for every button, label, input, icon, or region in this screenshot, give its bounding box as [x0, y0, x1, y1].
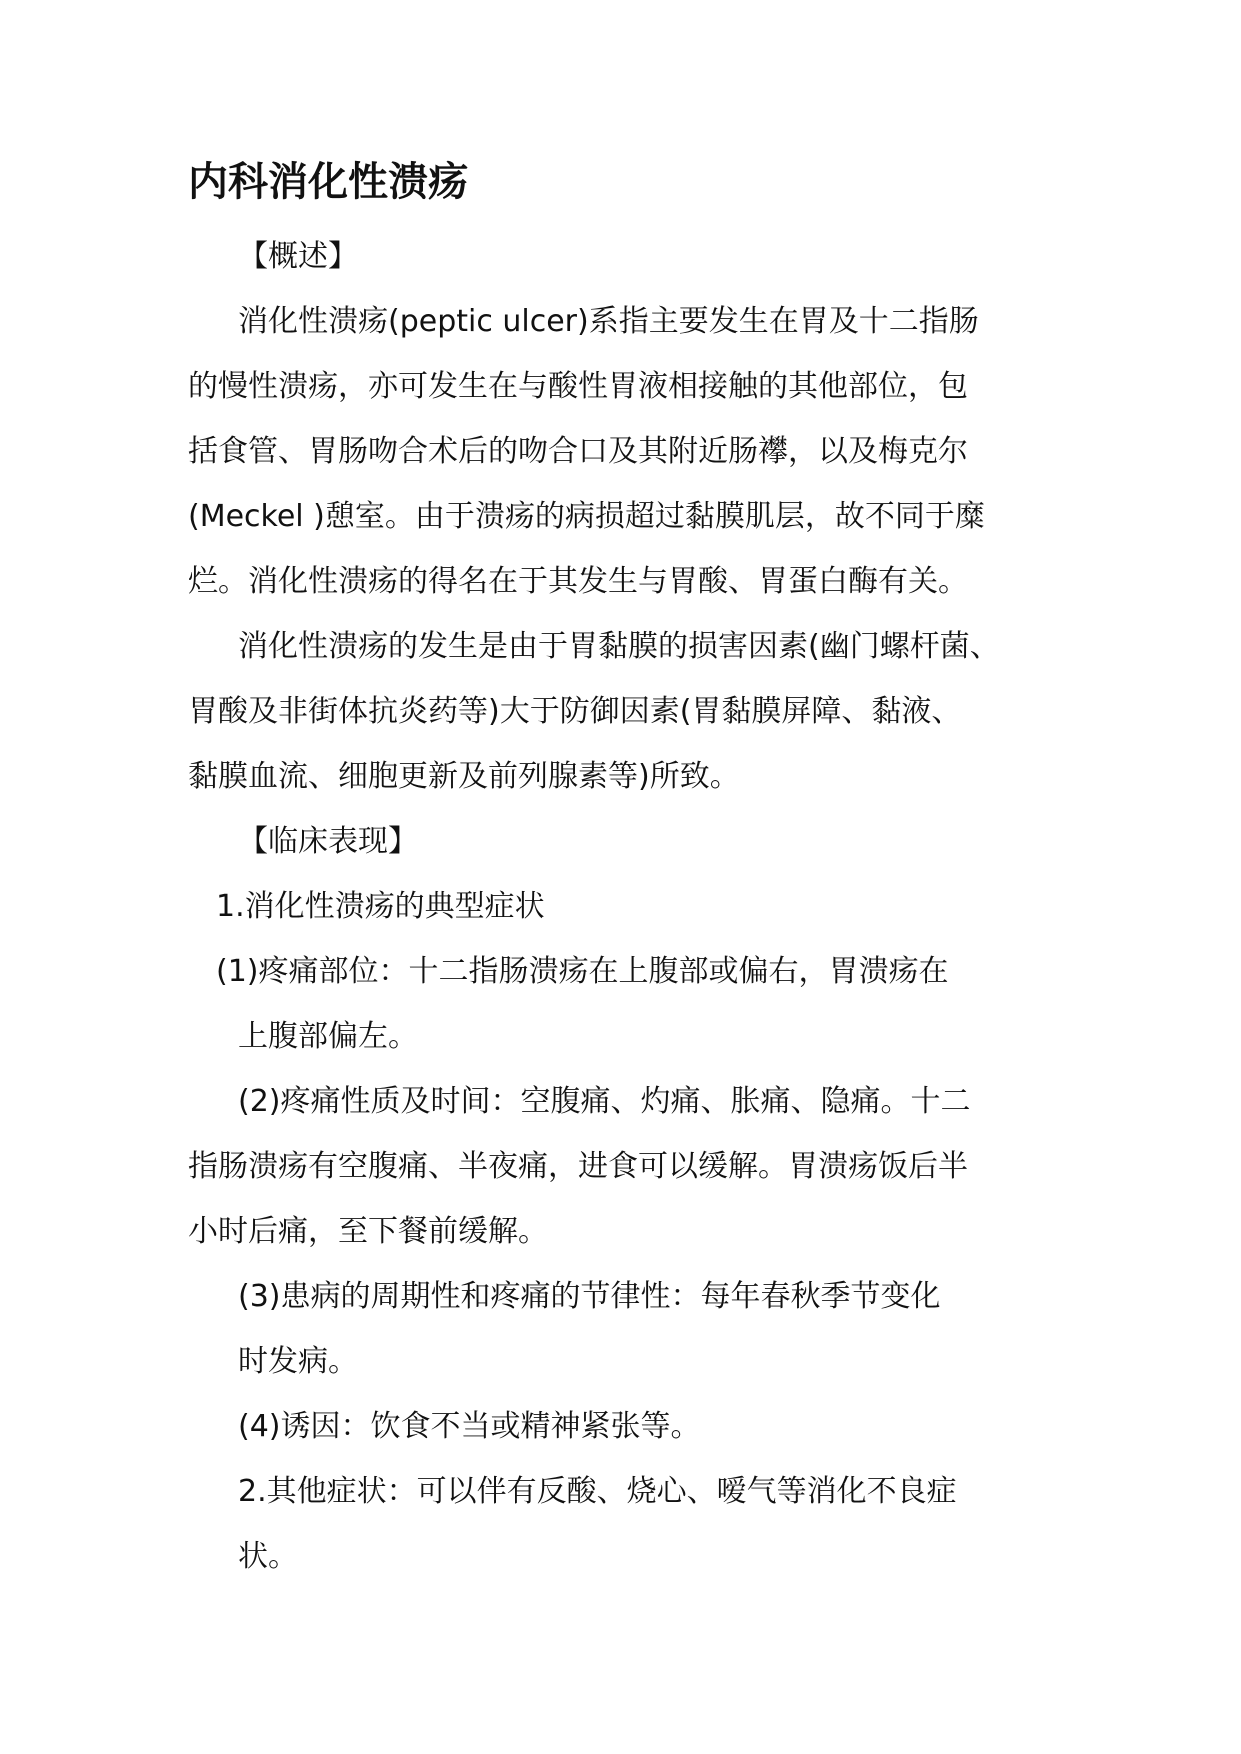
list-item-continuation: 时发病。 [238, 1344, 358, 1379]
paragraph-line: 消化性溃疡(peptic ulcer)系指主要发生在胃及十二指肠 [238, 304, 979, 339]
list-item-continuation: 指肠溃疡有空腹痛、半夜痛，进食可以缓解。胃溃疡饭后半 [188, 1149, 968, 1184]
list-item: (1)疼痛部位：十二指肠溃疡在上腹部或偏右，胃溃疡在 [216, 954, 949, 989]
paragraph-line: 的慢性溃疡，亦可发生在与酸性胃液相接触的其他部位，包 [188, 369, 968, 404]
paragraph-line: 括食管、胃肠吻合术后的吻合口及其附近肠襻，以及梅克尔 [188, 434, 968, 469]
paragraph-line: (Meckel )憩室。由于溃疡的病损超过黏膜肌层，故不同于糜 [188, 499, 985, 534]
section-heading-overview: 【概述】 [238, 239, 358, 274]
list-item-continuation: 状。 [238, 1539, 298, 1574]
section-heading-clinical: 【临床表现】 [238, 824, 418, 859]
list-item: 2.其他症状：可以伴有反酸、烧心、嗳气等消化不良症 [238, 1474, 957, 1509]
list-item: (4)诱因：饮食不当或精神紧张等。 [238, 1409, 701, 1444]
document-title: 内科消化性溃疡 [188, 159, 468, 205]
list-item: (3)患病的周期性和疼痛的节律性：每年春秋季节变化 [238, 1279, 941, 1314]
paragraph-line: 烂。消化性溃疡的得名在于其发生与胃酸、胃蛋白酶有关。 [188, 564, 968, 599]
list-item: (2)疼痛性质及时间：空腹痛、灼痛、胀痛、隐痛。十二 [238, 1084, 971, 1119]
document-body [188, 224, 1068, 1589]
list-item-heading: 1.消化性溃疡的典型症状 [216, 889, 545, 924]
paragraph-line: 胃酸及非街体抗炎药等)大于防御因素(胃黏膜屏障、黏液、 [188, 694, 962, 729]
paragraph-line: 消化性溃疡的发生是由于胃黏膜的损害因素(幽门螺杆菌、 [238, 629, 1000, 664]
paragraph-line: 黏膜血流、细胞更新及前列腺素等)所致。 [188, 759, 740, 794]
document-page [188, 150, 1068, 1589]
list-item-continuation: 上腹部偏左。 [238, 1019, 418, 1054]
list-item-continuation: 小时后痛，至下餐前缓解。 [188, 1214, 548, 1249]
